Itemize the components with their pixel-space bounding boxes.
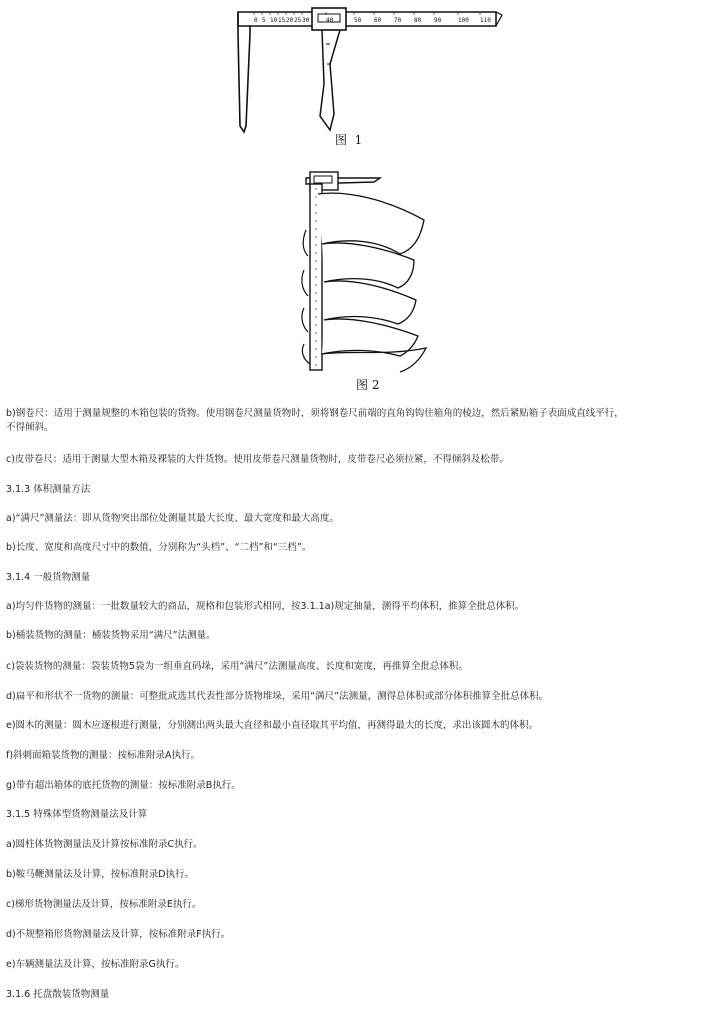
text-line: 3.1.6 托盘散装货物测量 <box>6 989 110 1000</box>
paragraph <box>6 690 722 704</box>
ruler-tick-label: 60 <box>374 17 382 24</box>
ruler-tick-label: 40 <box>326 17 334 24</box>
text-line: f)斜刺面箱装货物的测量：按标准附录A执行。 <box>6 750 201 761</box>
text-line: d)扁平和形状不一货物的测量：可整批或选其代表性部分货物堆垛，采用“满尺”法测量，测得总体积或部分体积推算全批总体积。 <box>6 691 549 702</box>
text-line: 3.1.5 特殊体型货物测量法及计算 <box>6 809 148 820</box>
paragraph <box>6 407 722 435</box>
ruler-tick-label: 50 <box>354 17 362 24</box>
paragraph <box>6 838 722 852</box>
ruler-tick-label: 25 <box>294 17 302 24</box>
paragraph <box>6 808 722 822</box>
ruler-tick-label: 70 <box>394 17 402 24</box>
bag-4 <box>322 319 418 356</box>
paragraph <box>6 629 722 643</box>
paragraph <box>6 988 722 1002</box>
text-line: b)桶装货物的测量：桶装货物采用“满尺”法测量。 <box>6 630 216 641</box>
figure-2-caption: 图 2 <box>356 378 380 392</box>
paragraph <box>6 779 722 793</box>
ruler-tick-label: 30 <box>302 17 310 24</box>
paragraph <box>6 719 722 733</box>
text-line: e)圆木的测量：圆木应逐根进行测量，分别测出两头最大直径和最小直径取其平均值，再测得最大的长度，求出该圆木的体积。 <box>6 720 539 731</box>
text-line: a)圆柱体货物测量法及计算按标准附录C执行。 <box>6 839 203 850</box>
paragraph <box>6 453 722 467</box>
ruler-tick-label: 110 <box>480 17 491 24</box>
paragraph <box>6 958 722 972</box>
paragraph <box>6 571 722 585</box>
ruler-tick-label: 5 <box>262 17 266 24</box>
paragraph <box>6 928 722 942</box>
caliper-figure <box>230 4 505 136</box>
paragraph <box>6 868 722 882</box>
text-line: a)“满尺”测量法：即从货物突出部位处测量其最大长度、最大宽度和最大高度。 <box>6 513 339 524</box>
text-line: b)鞍马鞭测量法及计算，按标准附录D执行。 <box>6 869 195 880</box>
paragraph <box>6 600 722 614</box>
text-line: 3.1.4 一般货物测量 <box>6 572 91 583</box>
ruler-tick-label: 100 <box>458 17 469 24</box>
paragraph <box>6 749 722 763</box>
text-line: c)袋装货物的测量：袋装货物5袋为一组垂直码垛，采用“满尺”法测量高度、长度和宽度，再推算全批总体积。 <box>6 661 468 672</box>
text-line: e)车辆测量法及计算，按标准附录G执行。 <box>6 959 185 970</box>
paragraph <box>6 898 722 912</box>
text-line: b)钢卷尺：适用于测量规整的木箱包装的货物。使用钢卷尺测量货物时，须将钢卷尺前端的直角钩钩住箱角的棱边，然后紧贴箱子表面成直线平行， <box>6 408 624 419</box>
ruler-tick-label: 15 <box>278 17 286 24</box>
ruler-tick-label: 90 <box>434 17 442 24</box>
bag-3 <box>324 281 416 324</box>
text-line: g)带有超出箱体的底托货物的测量：按标准附录B执行。 <box>6 780 241 791</box>
text-line: a)均匀件货物的测量：一批数量较大的商品，规格和包装形式相同，按3.1.1a)规定抽量，测得平均体积，推算全批总体积。 <box>6 601 525 612</box>
paragraph <box>6 512 722 526</box>
text-line: d)不规整箱形货物测量法及计算，按标准附录F执行。 <box>6 929 231 940</box>
ruler-tick-label: 0 <box>254 17 258 24</box>
ruler-tick-label: 80 <box>414 17 422 24</box>
ruler-tick-label: 20 <box>286 17 294 24</box>
text-line: c)皮带卷尺：适用于测量大型木箱及裸装的大件货物。使用皮带卷尺测量货物时，皮带卷尺必须拉紧，不得倾斜及松带。 <box>6 454 509 465</box>
figure-1-caption: 图 1 <box>335 133 363 147</box>
bag-stack-measurement-figure <box>288 160 438 376</box>
text-line: 不得倾斜。 <box>6 422 54 433</box>
text-line: c)梯形货物测量法及计算，按标准附录E执行。 <box>6 899 202 910</box>
ruler-tick-label: 10 <box>270 17 278 24</box>
paragraph <box>6 541 722 555</box>
text-line: 3.1.3 体积测量方法 <box>6 484 91 495</box>
text-line: b)长度、宽度和高度尺寸中的数值，分别称为“头档”、“二档”和“三档”。 <box>6 542 312 553</box>
paragraph <box>6 483 722 497</box>
paragraph <box>6 660 722 674</box>
